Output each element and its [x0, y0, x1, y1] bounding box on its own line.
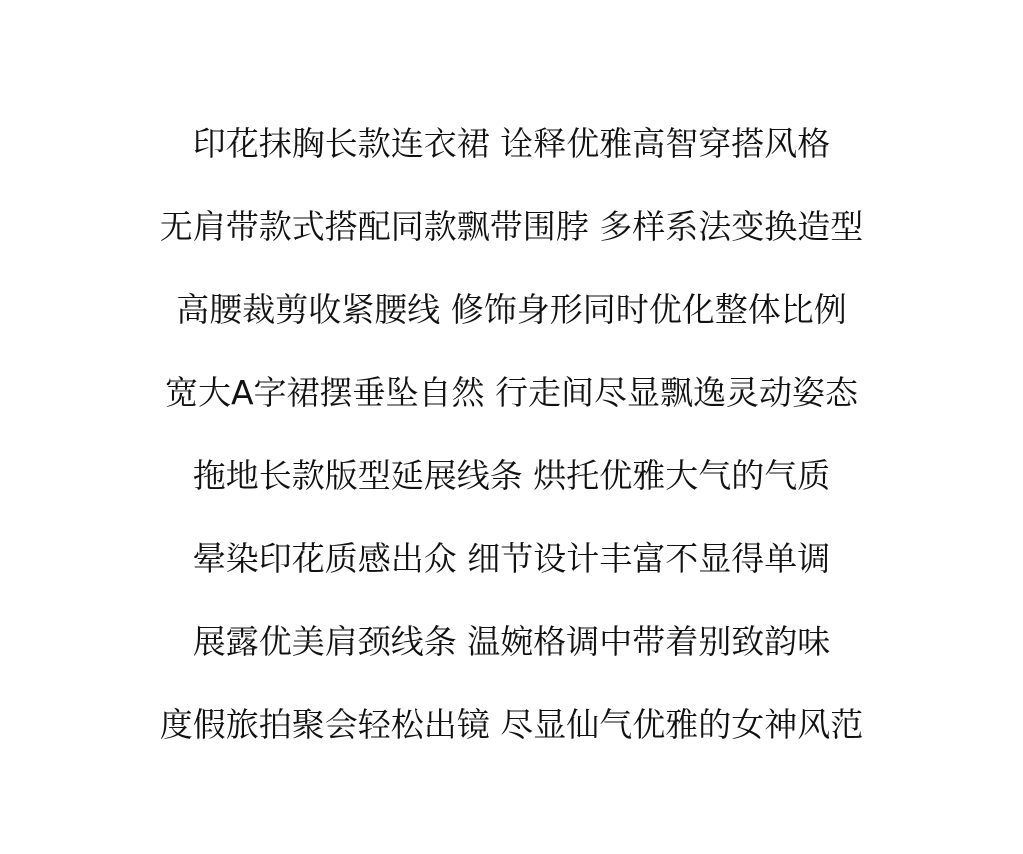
- text-lines: [0, 102, 1023, 766]
- text-line: 宽大A字裙摆垂坠自然 行走间尽显飘逸灵动姿态: [164, 373, 859, 412]
- text-line: 拖地长款版型延展线条 烘托优雅大气的气质: [192, 456, 831, 495]
- text-line: 度假旅拍聚会轻松出镜 尽显仙气优雅的女神风范: [159, 705, 864, 744]
- text-line: 高腰裁剪收紧腰线 修饰身形同时优化整体比例: [176, 290, 847, 329]
- text-line: 晕染印花质感出众 细节设计丰富不显得单调: [192, 539, 831, 578]
- text-line: 印花抹胸长款连衣裙 诠释优雅高智穿搭风格: [192, 124, 831, 163]
- text-line: 展露优美肩颈线条 温婉格调中带着别致韵味: [192, 622, 831, 661]
- text-line: 无肩带款式搭配同款飘带围脖 多样系法变换造型: [159, 207, 864, 246]
